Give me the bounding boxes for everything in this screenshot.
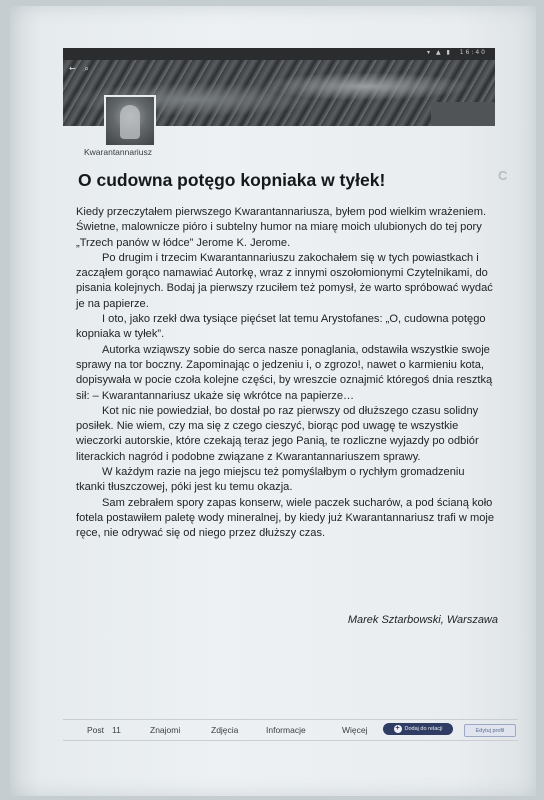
- right-edge-ghost: C: [498, 168, 508, 183]
- paragraph: Po drugim i trzecim Kwarantannariuszu zakochałem się w tych powiastkach i zacząłem gorąco namawiać Autorkę, wraz z innymi oszołomionymi Czytelnikami, do pisania kolejnych. Bodaj ja pierwszy rzuciłem też pomysł, że warto spróbować wydać je na papierze.: [76, 251, 493, 310]
- paragraph: W każdym razie na jego miejscu też pomyślałbym o rychłym gromadzeniu tkanki tłuszczowej, póki jest ku temu okazja.: [76, 466, 465, 494]
- tab-posts[interactable]: [87, 725, 121, 735]
- paragraph: Sam zebrałem spory zapas konserw, wiele paczek sucharów, a pod ścianą koło fotela postawiłem paletę wody mineralnej, by kiedy już Kwarantannariusz trafi w moje ręce, nie odrywać się od niego przez dłuższy czas.: [76, 496, 495, 540]
- edit-profile-button[interactable]: Edytuj profil: [464, 724, 516, 737]
- paragraph: I oto, jako rzekł dwa tysiące pięćset lat temu Arystofanes: „O, cudowna potęgo kopniaka w tyłek”.: [76, 313, 486, 341]
- status-time: 16:40: [459, 49, 487, 56]
- add-relation-button[interactable]: [383, 723, 453, 735]
- avatar[interactable]: [104, 95, 156, 147]
- profile-name[interactable]: Kwarantannariusz: [84, 147, 153, 157]
- banner-nav: [69, 64, 95, 74]
- tab-label: Post: [87, 725, 105, 735]
- status-icons: ▾ ▲ ▮ 16:40: [427, 49, 487, 56]
- tab-info[interactable]: Informacje: [266, 725, 306, 735]
- article-signature: Marek Sztarbowski, Warszawa: [347, 614, 498, 626]
- plus-icon: +: [395, 725, 400, 732]
- arrow-left-icon[interactable]: ←: [69, 64, 76, 73]
- tab-photos[interactable]: Zdjęcia: [211, 725, 239, 735]
- search-icon[interactable]: ⌕: [84, 64, 89, 73]
- paragraph: Autorka wziąwszy sobie do serca nasze ponaglania, odstawiła wszystkie swoje sprawy na tor boczny. Zapominając o jedzeniu i, o zgrozo!, nawet o karmieniu kota, dopisywała w pocie czoła kolejne części, by wreszcie oznajmić któregoś dnia resztką sił: – Kwarantannariusz ukaże się wkrótce na papierze…: [76, 343, 493, 402]
- tab-friends[interactable]: Znajomi: [150, 725, 181, 735]
- cover-photo-edge: [431, 102, 495, 126]
- article-body: [76, 205, 496, 542]
- tab-more[interactable]: Więcej: [342, 725, 368, 735]
- add-relation-label: Dodaj do relacji: [404, 726, 443, 732]
- paragraph: Kiedy przeczytałem pierwszego Kwarantannariusza, byłem pod wielkim wrażeniem. Świetne, malownicze pióro i subtelny humor na miarę moich ulubionych do tej pory „Trzech panów w łódce” Jerome K. Jerome.: [76, 206, 487, 249]
- avatar-figure: [120, 105, 140, 139]
- status-bar: [63, 48, 495, 60]
- tab-count: 11: [112, 725, 121, 735]
- article-title: O cudowna potęgo kopniaka w tyłek!: [78, 170, 386, 190]
- paragraph: Kot nic nie powiedział, bo dostał po raz pierwszy od dłuższego czasu solidny posiłek. Nie wiem, czy ma się z czego cieszyć, biorąc pod uwagę te wszystkie wieczorki autorskie, które czekają teraz jego Panią, te rozliczne wyjazdy po odbiór literackich nagród i podobne związane z Kwarantannariuszem sprawy.: [76, 404, 479, 463]
